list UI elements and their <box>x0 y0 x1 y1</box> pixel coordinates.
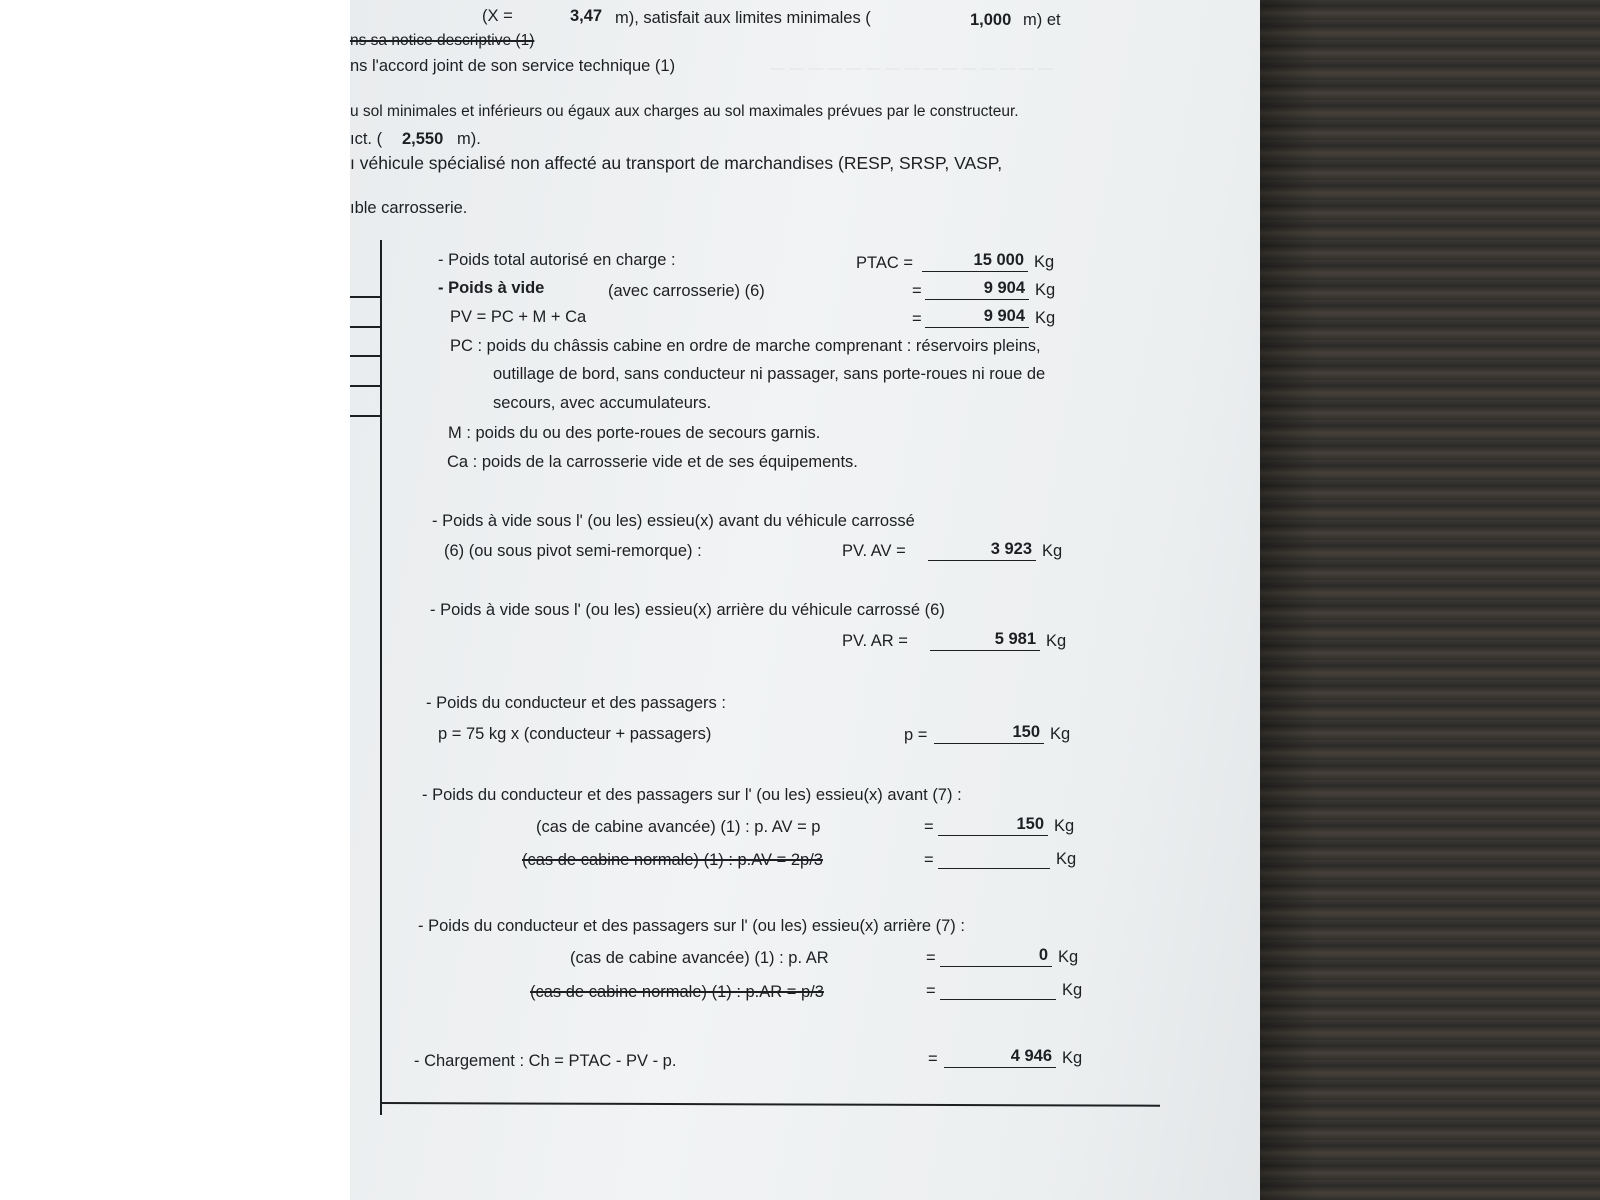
pc-definition-cont: outillage de bord, sans conducteur ni passager, sans porte-roues ni roue de <box>493 365 1046 383</box>
charge-eq: = <box>928 1050 938 1068</box>
header-min-value: 1,000 <box>970 11 1012 29</box>
header-line1-suffix: m) et <box>1023 11 1061 29</box>
frame-bottom-border <box>380 1102 1160 1107</box>
header-constr-suffix: m). <box>457 130 481 148</box>
frame-tick <box>350 385 382 387</box>
formula-value: 9 904 <box>925 308 1029 328</box>
driver-unit: Kg <box>1050 725 1071 743</box>
av-label: - Poids à vide sous l' (ou les) essieu(x) avant du véhicule carrossé <box>432 512 915 530</box>
rear-eq-1: = <box>926 949 936 967</box>
ar-symbol: PV. AR = <box>842 632 908 650</box>
pv-note: (avec carrosserie) (6) <box>608 282 765 300</box>
rear-axle-label: - Poids du conducteur et des passagers sur l' (ou les) essieu(x) arrière (7) : <box>418 917 965 935</box>
driver-symbol: p = <box>904 726 928 744</box>
front-case-advanced: (cas de cabine avancée) (1) : p. AV = p <box>536 818 821 836</box>
pv-unit: Kg <box>1035 281 1056 299</box>
front-value-advanced: 150 <box>938 816 1048 836</box>
pv-value: 9 904 <box>925 280 1029 300</box>
pc-definition: PC : poids du châssis cabine en ordre de marche comprenant : réservoirs pleins, <box>450 337 1041 355</box>
header-vehicle-line: ı véhicule spécialisé non affecté au transport de marchandises (RESP, SRSP, VASP, <box>350 153 1003 173</box>
rear-eq-2: = <box>926 982 936 1000</box>
rear-case-advanced: (cas de cabine avancée) (1) : p. AR <box>570 949 829 967</box>
rear-unit-2: Kg <box>1062 981 1083 999</box>
frame-tick <box>350 355 382 357</box>
front-value-normal <box>938 849 1050 869</box>
av-unit: Kg <box>1042 542 1063 560</box>
pv-label: - Poids à vide <box>438 279 545 297</box>
pv-formula: PV = PC + M + Ca <box>450 308 587 326</box>
document-page <box>350 0 1260 1200</box>
bleed-through: — — — — — — — — — — — — — — — <box>770 60 1054 77</box>
ptac-label: - Poids total autorisé en charge : <box>438 251 676 269</box>
driver-label: - Poids du conducteur et des passagers : <box>426 694 726 712</box>
rear-value-advanced: 0 <box>940 947 1052 967</box>
front-eq-2: = <box>924 851 934 869</box>
header-limits-text: m), satisfait aux limites minimales ( <box>615 9 871 27</box>
ar-value: 5 981 <box>930 631 1040 651</box>
front-eq-1: = <box>924 818 934 836</box>
ptac-unit: Kg <box>1034 253 1055 271</box>
formula-eq: = <box>912 310 922 328</box>
charge-label: - Chargement : Ch = PTAC - PV - p. <box>414 1052 677 1070</box>
front-unit-2: Kg <box>1056 850 1077 868</box>
header-constr-prefix: ıct. ( <box>350 130 383 148</box>
frame-tick <box>350 415 382 417</box>
desk-background <box>1256 0 1600 1200</box>
ptac-value: 15 000 <box>922 252 1028 272</box>
av-value: 3 923 <box>928 541 1036 561</box>
frame-left-border <box>380 240 382 1115</box>
rear-value-normal <box>940 980 1056 1000</box>
frame-tick <box>350 296 382 298</box>
front-axle-label: - Poids du conducteur et des passagers sur l' (ou les) essieu(x) avant (7) : <box>422 786 962 804</box>
pc-definition-end: secours, avec accumulateurs. <box>493 394 712 412</box>
header-accord-line: ns l'accord joint de son service technique (1) <box>350 57 676 75</box>
charge-value: 4 946 <box>944 1048 1056 1068</box>
av-label-cont: (6) (ou sous pivot semi-remorque) : <box>444 542 702 560</box>
header-x-prefix: (X = <box>482 7 513 25</box>
front-case-normal-struck: (cas de cabine normale) (1) : p.AV = 2p/3 <box>522 851 823 869</box>
charge-unit: Kg <box>1062 1049 1083 1067</box>
ar-unit: Kg <box>1046 632 1067 650</box>
header-width-value: 2,550 <box>402 130 444 148</box>
header-charges-line: u sol minimales et inférieurs ou égaux aux charges au sol maximales prévues par le constructeur. <box>350 103 1019 120</box>
formula-unit: Kg <box>1035 309 1056 327</box>
frame-tick <box>350 326 382 328</box>
driver-value: 150 <box>934 724 1044 744</box>
header-notice-struck: ns sa notice descriptive (1) <box>350 32 535 49</box>
header-x-value: 3,47 <box>570 7 603 25</box>
front-unit-1: Kg <box>1054 817 1075 835</box>
rear-case-normal-struck: (cas de cabine normale) (1) : p.AR = p/3 <box>530 983 824 1001</box>
header-carrosserie-line: ıble carrosserie. <box>350 199 468 217</box>
ar-label: - Poids à vide sous l' (ou les) essieu(x) arrière du véhicule carrossé (6) <box>430 601 945 619</box>
ca-definition: Ca : poids de la carrosserie vide et de ses équipements. <box>447 453 858 471</box>
rear-unit-1: Kg <box>1058 948 1079 966</box>
driver-formula: p = 75 kg x (conducteur + passagers) <box>438 725 712 743</box>
pv-eq: = <box>912 282 922 300</box>
m-definition: M : poids du ou des porte-roues de secours garnis. <box>448 424 821 442</box>
av-symbol: PV. AV = <box>842 542 906 560</box>
ptac-symbol: PTAC = <box>856 254 914 272</box>
